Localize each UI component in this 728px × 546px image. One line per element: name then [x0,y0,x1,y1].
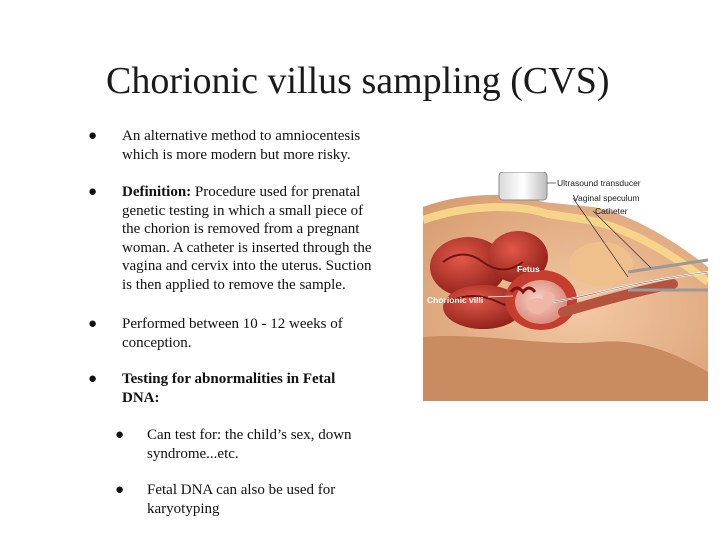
label-vaginal-speculum: Vaginal speculum [573,193,640,203]
sub-bullet-karyotyping [115,481,336,518]
bullet-line: Testing for abnormalities in Fetal [122,371,336,387]
bullet-line: syndrome...etc. [147,445,239,462]
bullet-line: karyotyping [147,500,220,517]
bullet-dot: ● [115,482,125,498]
label-catheter: Catheter [595,206,628,216]
bullet-dot: ● [88,128,98,144]
bullet-dot: ● [88,371,98,387]
bullet-dot: ● [88,184,98,200]
bullet-testing [88,370,336,407]
bullet-line: DNA: [122,389,160,406]
bullet-line: the chorion is removed from a pregnant [122,221,360,237]
bullet-line: Can test for: the child’s sex, down [147,427,352,443]
label-ultrasound-transducer: Ultrasound transducer [557,178,641,188]
bullet-alternative-method [88,127,361,164]
bullet-line: vagina and cervix into the uterus. Suction [122,258,372,274]
cvs-illustration-svg [423,172,708,401]
bullet-line: which is more modern but more risky. [122,146,351,163]
definition-first-line: Procedure used for prenatal [191,184,361,200]
slide-title: Chorionic villus sampling (CVS) [106,60,610,102]
ultrasound-probe [499,172,547,200]
bullet-dot: ● [115,427,125,443]
sub-bullet-can-test [115,426,352,463]
label-chorionic-villi: Chorionic villi [427,295,484,305]
bullet-line: Performed between 10 - 12 weeks of [122,316,343,332]
bladder [569,242,633,286]
bullet-line: conception. [122,334,192,351]
bullet-line: Fetal DNA can also be used for [147,482,336,498]
cvs-illustration [423,172,708,401]
bullet-performed [88,315,343,352]
bullet-line: is then applied to remove the sample. [122,276,346,293]
bullet-line: genetic testing in which a small piece of [122,202,364,219]
label-fetus: Fetus [517,264,540,274]
bullet-dot: ● [88,316,98,332]
definition-label: Definition: [122,184,192,200]
bullet-line [122,183,372,202]
bullet-definition [88,183,372,294]
bullet-line: An alternative method to amniocentesis [122,128,361,144]
bullet-line: woman. A catheter is inserted through the [122,239,372,256]
